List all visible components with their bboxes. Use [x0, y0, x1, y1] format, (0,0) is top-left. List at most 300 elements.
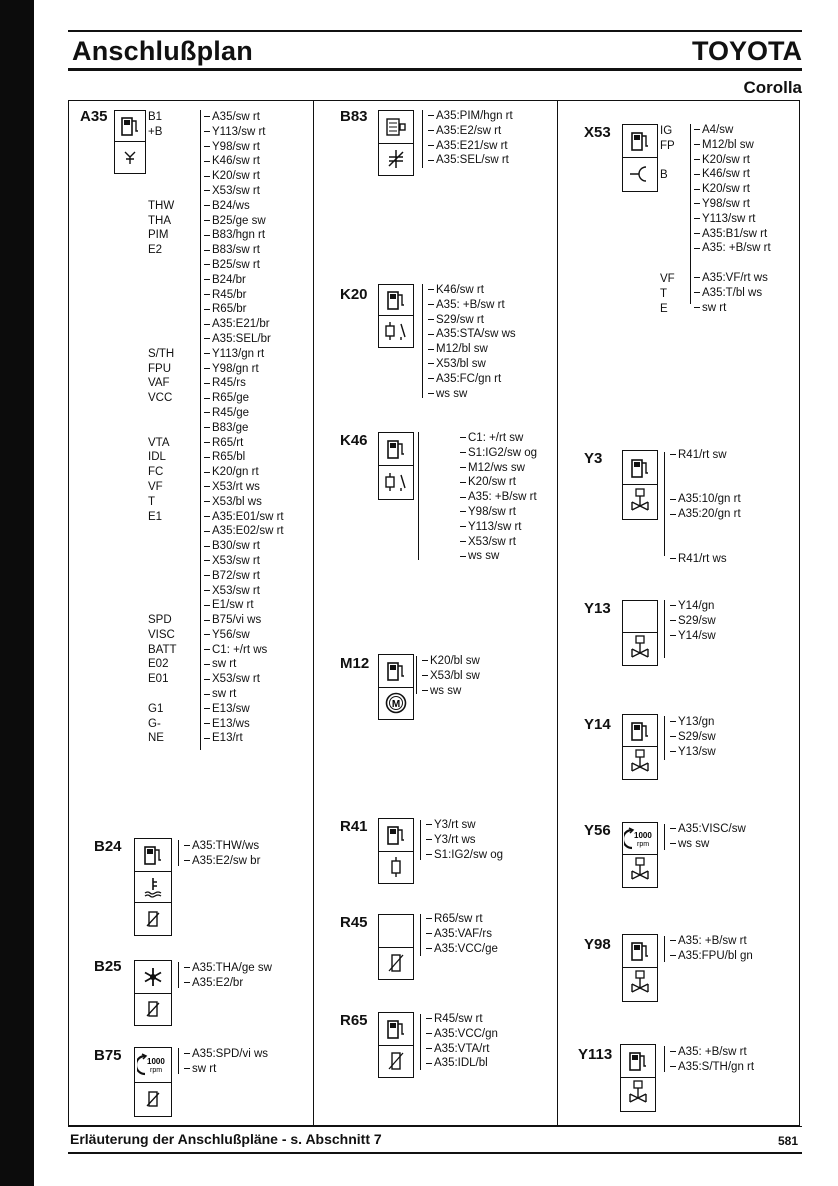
- wire-tick: [460, 482, 466, 483]
- wire-tick: [204, 634, 210, 635]
- model-name: Corolla: [743, 78, 802, 97]
- wire-label: K20/sw rt: [460, 475, 537, 490]
- footer-bottom-rule: [68, 1152, 802, 1154]
- y56-connector-bus: [664, 824, 665, 850]
- x53-pin-list: [660, 124, 682, 316]
- wire-label: A35:20/gn rt: [670, 507, 741, 522]
- k20-wire-list: [428, 283, 516, 401]
- wire-label: A35:SEL/br: [204, 332, 284, 347]
- y14-connector-bus: [664, 716, 665, 760]
- wire-tick: [460, 467, 466, 468]
- r41-wire-list: [426, 818, 503, 862]
- pin-label: E02: [148, 658, 169, 671]
- wire-tick: [204, 250, 210, 251]
- wire-tick: [694, 129, 700, 130]
- wire-label: R45/ge: [204, 406, 284, 421]
- pin-label: PIM: [148, 229, 169, 242]
- wire-label: M12/bl sw: [428, 342, 516, 357]
- b24-symbol: [134, 838, 172, 936]
- wire-tick: [460, 497, 466, 498]
- wire-tick: [428, 160, 434, 161]
- wire-label: R65/rt: [204, 436, 284, 451]
- wire-label: A35:B1/sw rt: [694, 227, 771, 242]
- wire-label: K20/gn rt: [204, 465, 284, 480]
- x53-connector-bus: [690, 124, 691, 304]
- wire-tick: [670, 828, 676, 829]
- wire-label: A35:E2/sw br: [184, 854, 260, 869]
- b25-connector-bus: [178, 962, 179, 988]
- wire-label: X53/sw rt: [460, 535, 537, 550]
- wire-tick: [428, 334, 434, 335]
- wire-label: ws sw: [460, 549, 537, 564]
- pin-label: G1: [148, 702, 164, 715]
- wire-tick: [204, 279, 210, 280]
- pin-label: [148, 140, 184, 155]
- wire-tick: [204, 620, 210, 621]
- solenoid-valve-icon: [623, 633, 657, 664]
- pin-label: [148, 421, 184, 436]
- pin-label: VISC: [148, 628, 175, 641]
- a35-symbol: [114, 110, 146, 174]
- pin-label: G-: [148, 717, 161, 730]
- wire-label: Y113/sw rt: [694, 212, 771, 227]
- y56-rpm-value: 1000: [634, 830, 652, 840]
- wire-tick: [204, 486, 210, 487]
- wire-label: S29/sw rt: [428, 313, 516, 328]
- pin-label: THA: [148, 214, 171, 227]
- wire-tick: [694, 174, 700, 175]
- wire-tick: [670, 635, 676, 636]
- wire-label: B24/ws: [204, 199, 284, 214]
- wire-tick: [204, 575, 210, 576]
- wire-label: ws sw: [428, 387, 516, 402]
- wire-tick: [694, 233, 700, 234]
- wire-label: X53/bl sw: [422, 669, 480, 684]
- wire-label: A35:VF/rt ws: [694, 271, 771, 286]
- wire-tick: [204, 116, 210, 117]
- m12-wire-list: [422, 654, 480, 698]
- wire-label: E13/sw: [204, 702, 284, 717]
- pin-label: [148, 154, 184, 169]
- wire-tick: [204, 324, 210, 325]
- wire-tick: [204, 649, 210, 650]
- wire-label: R45/sw rt: [426, 1012, 498, 1027]
- wire-tick: [204, 679, 210, 680]
- wire-tick: [204, 501, 210, 502]
- wire-label: B72/sw rt: [204, 569, 284, 584]
- y3-connector-bus: [664, 452, 665, 556]
- wire-tick: [694, 277, 700, 278]
- r45-wire-list: [426, 912, 498, 956]
- wire-tick: [428, 378, 434, 379]
- wire-label: A35:THW/ws: [184, 839, 260, 854]
- wire-tick: [204, 131, 210, 132]
- footer-rule: [68, 1126, 802, 1127]
- b25-symbol: [134, 960, 172, 1026]
- b75-wire-list: [184, 1047, 268, 1077]
- b24-wire-list: [184, 839, 260, 869]
- wire-tick: [204, 309, 210, 310]
- footer-reference: Erläuterung der Anschlußpläne - s. Abschnitt 7: [70, 1131, 382, 1147]
- wire-tick: [426, 1048, 432, 1049]
- fuel-pump-icon: [621, 1045, 655, 1078]
- pin-label: [148, 169, 184, 184]
- wire-label: R45/rs: [204, 376, 284, 391]
- m12-label: M12: [340, 655, 370, 672]
- wire-label: A35:T/bl ws: [694, 286, 771, 301]
- wire-label: Y98/sw rt: [460, 505, 537, 520]
- a35-label: A35: [80, 108, 108, 125]
- k46-symbol: [378, 432, 414, 500]
- pin-label: VAF: [148, 377, 170, 390]
- wire-tick: [428, 349, 434, 350]
- wire-label: sw rt: [204, 657, 284, 672]
- wire-tick: [694, 189, 700, 190]
- pin-label: B: [660, 169, 668, 182]
- wire-tick: [204, 605, 210, 606]
- wire-tick: [204, 235, 210, 236]
- wire-label: sw rt: [204, 687, 284, 702]
- variable-capacitor-icon: [379, 144, 413, 174]
- wire-label: ws sw: [422, 684, 480, 699]
- fuel-pump-icon: [379, 819, 413, 852]
- wire-tick: [460, 511, 466, 512]
- wire-tick: [428, 319, 434, 320]
- pin-label: SPD: [148, 614, 172, 627]
- pin-label: NE: [148, 732, 164, 745]
- wire-tick: [428, 145, 434, 146]
- y14-wire-list: [670, 715, 716, 759]
- pin-label: [660, 257, 682, 272]
- pin-label: IG: [660, 125, 673, 137]
- wire-tick: [670, 620, 676, 621]
- wire-tick: [670, 940, 676, 941]
- y13-wire-list: [670, 599, 716, 643]
- wire-tick: [670, 499, 676, 500]
- wire-tick: [670, 1066, 676, 1067]
- wire-label: A35:E21/br: [204, 317, 284, 332]
- b75-rpm-unit: rpm: [150, 1067, 163, 1074]
- wire-label: K46/sw rt: [694, 167, 771, 182]
- y3-wire-list: [670, 448, 741, 566]
- a35-pin-list: [148, 110, 184, 746]
- fuel-pump-icon: [379, 655, 413, 688]
- wire-tick: [426, 948, 432, 949]
- wire-label: S29/sw: [670, 614, 716, 629]
- b83-wire-list: [428, 109, 513, 168]
- pin-label: [660, 154, 682, 169]
- wire-tick: [670, 1051, 676, 1052]
- r41-symbol: [378, 818, 414, 884]
- pin-label: [148, 273, 184, 288]
- wire-tick: [670, 736, 676, 737]
- wire-label: K46/sw rt: [428, 283, 516, 298]
- pin-label: VTA: [148, 436, 170, 449]
- wire-label: K20/sw rt: [694, 182, 771, 197]
- r45-symbol: [378, 914, 414, 980]
- wire-label: sw rt: [184, 1062, 268, 1077]
- column-divider-1: [313, 100, 314, 1126]
- wire-label: B83/hgn rt: [204, 228, 284, 243]
- solenoid-valve-icon: [623, 485, 657, 518]
- wire-label: X53/bl sw: [428, 357, 516, 372]
- solenoid-valve-icon: [623, 968, 657, 1000]
- wire-label: A35: +B/sw rt: [460, 490, 537, 505]
- fuel-pump-icon: [115, 111, 145, 142]
- x53-wire-list: [694, 123, 771, 315]
- wire-label: K20/sw rt: [694, 153, 771, 168]
- pin-label: [148, 554, 184, 569]
- wire-label: [670, 537, 741, 552]
- k20-label: K20: [340, 286, 368, 303]
- pin-label: VF: [148, 480, 163, 493]
- pin-label: BATT: [148, 643, 177, 656]
- wire-tick: [204, 516, 210, 517]
- wire-tick: [184, 982, 190, 983]
- wire-label: B25/sw rt: [204, 258, 284, 273]
- wire-tick: [422, 690, 428, 691]
- wire-tick: [428, 304, 434, 305]
- wire-tick: [426, 1033, 432, 1034]
- wire-label: R41/rt ws: [670, 552, 741, 567]
- y56-rpm-unit: rpm: [637, 840, 650, 848]
- wire-label: K20/bl sw: [422, 654, 480, 669]
- wire-label: A35:VCC/gn: [426, 1027, 498, 1042]
- wire-label: A35:10/gn rt: [670, 492, 741, 507]
- wire-label: A35:THA/ge sw: [184, 961, 272, 976]
- wire-label: A35: +B/sw rt: [694, 241, 771, 256]
- wire-tick: [204, 531, 210, 532]
- wire-tick: [694, 159, 700, 160]
- relay-icon: [379, 466, 413, 498]
- wire-tick: [426, 1018, 432, 1019]
- wire-label: Y98/gn rt: [204, 362, 284, 377]
- wire-label: A35:SPD/vi ws: [184, 1047, 268, 1062]
- k20-symbol: [378, 284, 414, 348]
- wire-tick: [694, 144, 700, 145]
- fuel-pump-icon: [135, 839, 171, 872]
- r45-label: R45: [340, 914, 368, 931]
- pin-label: [660, 228, 682, 243]
- wire-label: B83/sw rt: [204, 243, 284, 258]
- wire-label: sw rt: [694, 301, 771, 316]
- wire-label: Y98/sw rt: [694, 197, 771, 212]
- wire-label: A35:S/TH/gn rt: [670, 1060, 754, 1075]
- thermistor-icon: [135, 994, 171, 1024]
- wire-label: A35:VCC/ge: [426, 942, 498, 957]
- wire-label: A35:E2/sw rt: [428, 124, 513, 139]
- wire-tick: [204, 723, 210, 724]
- b24-connector-bus: [178, 840, 179, 866]
- wire-label: B83/ge: [204, 421, 284, 436]
- b25-label: B25: [94, 958, 122, 975]
- wire-tick: [460, 526, 466, 527]
- wire-label: A35:E02/sw rt: [204, 524, 284, 539]
- wire-tick: [204, 353, 210, 354]
- wire-tick: [204, 694, 210, 695]
- pin-label: E: [660, 302, 668, 315]
- wire-tick: [694, 203, 700, 204]
- wire-tick: [204, 442, 210, 443]
- wire-label: A35:IDL/bl: [426, 1056, 498, 1071]
- pin-label: VF: [660, 272, 675, 285]
- wire-tick: [204, 161, 210, 162]
- pin-label: [148, 288, 184, 303]
- m12-symbol: [378, 654, 414, 720]
- wire-tick: [426, 839, 432, 840]
- page-title: Anschlußplan: [72, 36, 253, 66]
- k20-connector-bus: [422, 284, 423, 398]
- pin-label: IDL: [148, 451, 166, 464]
- wire-label: ws sw: [670, 837, 746, 852]
- wire-label: [670, 478, 741, 493]
- wire-tick: [184, 1053, 190, 1054]
- blank-cell: [623, 601, 657, 633]
- wire-tick: [426, 933, 432, 934]
- pin-label: E1: [148, 510, 163, 523]
- fuel-pump-icon: [623, 451, 657, 485]
- wire-tick: [204, 205, 210, 206]
- wire-label: A35:VTA/rt: [426, 1042, 498, 1057]
- wire-tick: [670, 558, 676, 559]
- wire-label: X53/sw rt: [204, 584, 284, 599]
- scan-edge: [0, 0, 34, 1186]
- wire-label: M12/bl sw: [694, 138, 771, 153]
- wire-label: A35:PIM/hgn rt: [428, 109, 513, 124]
- wire-tick: [428, 393, 434, 394]
- wire-label: S1:IG2/sw og: [460, 446, 537, 461]
- wire-label: Y113/sw rt: [460, 520, 537, 535]
- wire-label: K20/sw rt: [204, 169, 284, 184]
- wire-label: S29/sw: [670, 730, 716, 745]
- wire-tick: [426, 824, 432, 825]
- wire-tick: [204, 220, 210, 221]
- y13-connector-bus: [664, 600, 665, 658]
- wire-label: A4/sw: [694, 123, 771, 138]
- b83-label: B83: [340, 108, 368, 125]
- fuel-pump-icon: [379, 285, 413, 316]
- pin-label: [148, 524, 184, 539]
- y98-wire-list: [670, 934, 753, 964]
- wire-label: Y14/sw: [670, 629, 716, 644]
- y98-label: Y98: [584, 936, 611, 953]
- k46-connector-bus: [418, 432, 419, 560]
- wire-label: Y113/sw rt: [204, 125, 284, 140]
- wire-tick: [694, 292, 700, 293]
- wire-label: R45/br: [204, 288, 284, 303]
- wire-label: Y14/gn: [670, 599, 716, 614]
- y98-connector-bus: [664, 936, 665, 962]
- wire-label: X53/sw rt: [204, 672, 284, 687]
- wire-label: B30/sw rt: [204, 539, 284, 554]
- speed-sensor-icon: [623, 823, 657, 855]
- wire-tick: [184, 860, 190, 861]
- pin-label: FC: [148, 466, 164, 479]
- b83-symbol: [378, 110, 414, 176]
- x53-symbol: [622, 124, 658, 192]
- wire-tick: [204, 412, 210, 413]
- pin-label: T: [660, 287, 668, 300]
- wire-tick: [204, 383, 210, 384]
- wire-tick: [204, 560, 210, 561]
- wire-label: R41/rt sw: [670, 448, 741, 463]
- wire-tick: [670, 751, 676, 752]
- pin-label: [148, 302, 184, 317]
- pin-label: [660, 213, 682, 228]
- wire-tick: [204, 738, 210, 739]
- fuel-pump-icon: [379, 1013, 413, 1046]
- pin-label: [660, 242, 682, 257]
- potentiometer-icon: [379, 1046, 413, 1076]
- pin-label: [148, 258, 184, 273]
- y13-label: Y13: [584, 600, 611, 617]
- solenoid-valve-icon: [623, 855, 657, 886]
- wire-tick: [460, 541, 466, 542]
- b75-label: B75: [94, 1047, 122, 1064]
- a35-wire-list: [204, 110, 284, 746]
- pin-label: [148, 569, 184, 584]
- y3-symbol: [622, 450, 658, 520]
- motor-letter: M: [391, 699, 401, 710]
- pin-label: [148, 332, 184, 347]
- coolant-temperature-icon: [135, 872, 171, 903]
- wire-tick: [204, 368, 210, 369]
- wire-label: A35:VAF/rs: [426, 927, 498, 942]
- pin-label: [148, 539, 184, 554]
- y56-wire-list: [670, 822, 746, 852]
- y56-symbol: [622, 822, 658, 888]
- wire-tick: [670, 605, 676, 606]
- wire-label: A35:FC/gn rt: [428, 372, 516, 387]
- x53-label: X53: [584, 124, 611, 141]
- wire-label: A35:VISC/sw: [670, 822, 746, 837]
- pin-label: THW: [148, 199, 175, 212]
- r65-label: R65: [340, 1012, 368, 1029]
- wire-tick: [460, 556, 466, 557]
- header-top-rule: [68, 30, 802, 32]
- wire-tick: [670, 955, 676, 956]
- wire-label: A35:SEL/sw rt: [428, 153, 513, 168]
- wire-tick: [184, 1068, 190, 1069]
- b25-wire-list: [184, 961, 272, 991]
- y113-connector-bus: [664, 1046, 665, 1072]
- wire-label: Y98/sw rt: [204, 140, 284, 155]
- wire-label: B25/ge sw: [204, 214, 284, 229]
- m12-connector-bus: [416, 656, 417, 694]
- wire-tick: [204, 176, 210, 177]
- wire-label: R65/sw rt: [426, 912, 498, 927]
- wire-tick: [670, 514, 676, 515]
- resistor-icon: [379, 852, 413, 882]
- wire-label: X53/sw rt: [204, 554, 284, 569]
- r45-connector-bus: [420, 914, 421, 956]
- wire-tick: [204, 546, 210, 547]
- r41-connector-bus: [420, 820, 421, 860]
- wire-label: A35:FPU/bl gn: [670, 949, 753, 964]
- header-rule: [68, 68, 802, 71]
- wire-label: E1/sw rt: [204, 598, 284, 613]
- r65-wire-list: [426, 1012, 498, 1071]
- wire-label: R65/br: [204, 302, 284, 317]
- wire-label: [670, 463, 741, 478]
- wire-tick: [426, 918, 432, 919]
- solenoid-valve-icon: [621, 1078, 655, 1110]
- solenoid-valve-icon: [623, 747, 657, 778]
- pin-label: S/TH: [148, 347, 175, 360]
- wire-label: B24/br: [204, 273, 284, 288]
- wire-tick: [204, 264, 210, 265]
- y14-symbol: [622, 714, 658, 780]
